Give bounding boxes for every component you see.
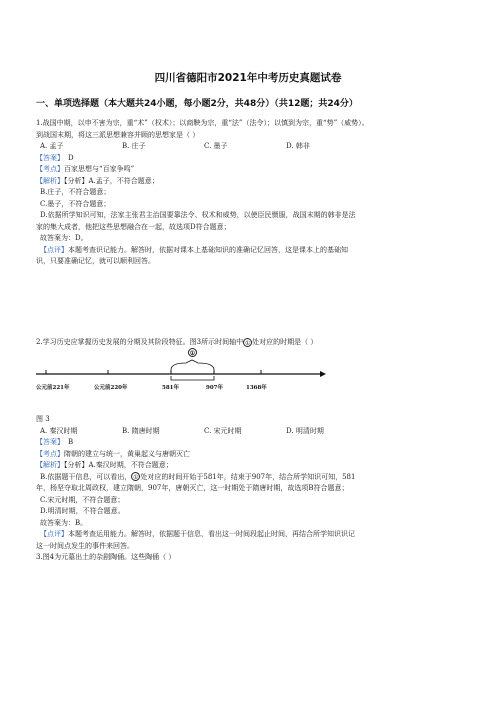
q2-comment-tag: 【点评】: [40, 530, 68, 538]
q1-option-a: A. 孟子: [40, 142, 64, 150]
q1-point-text: 百家思想与“百家争鸣”: [64, 165, 135, 173]
q3-stem: 3.图4为元墓出土的杂剧陶俑。这些陶俑（ ）: [36, 553, 176, 561]
q1-option-d: D. 韩非: [286, 142, 310, 150]
q2-stem-marker: ①: [244, 339, 251, 347]
q2-comment-text1: 本题考查运用能力。解答时，依据题干信息，看出这一时间段起止时间，再结合所学知识识记: [68, 530, 355, 538]
timeline-label-2: 公元前220年: [94, 385, 128, 391]
q1-answer-value: D: [68, 153, 74, 162]
q2-stem: [36, 337, 466, 349]
q2-comment: [36, 529, 466, 541]
q1-point: [36, 164, 466, 176]
timeline-label-5: 1368年: [246, 385, 267, 391]
q2-point-text: 隋朝的建立与统一，黄巢起义与唐朝灭亡: [64, 449, 190, 458]
q2-analysis-b2: 年，杨坚夺取北周政权，建立隋朝，907年，唐朝灭亡，这一时期处于隋唐时期，故选项B符合题意；: [36, 484, 349, 492]
q1-analysis-tag: 【解析】: [36, 176, 64, 185]
q1-comment-line2: 识，只要准确记忆，就可以顺利回答。: [36, 257, 155, 265]
q1-option-b: B. 庄子: [122, 142, 146, 150]
q2-b1-marker: ①: [133, 474, 139, 481]
timeline-arrow-icon: [320, 371, 326, 377]
range-bracket-bottom: [171, 376, 214, 380]
timeline-figure: [36, 350, 326, 410]
q1-options: [36, 141, 466, 153]
timeline-svg: [36, 350, 326, 410]
question-1: [36, 118, 466, 268]
q2-analysis-d: D.明清时期，不符合题意。: [40, 507, 125, 515]
q2-options: [36, 426, 466, 438]
q1-analysis-d1: D.依据所学知识可知，法家主张君主治国要靠法令、权术和威势，以使臣民慑服，战国末期的韩非是法: [40, 211, 356, 219]
q2-answer-tag: 【答案】: [36, 438, 64, 446]
q1-analysis-c: C.墨子，不符合题意；: [40, 199, 111, 208]
q2-b1-after: 处对应的时间开始于581年，结束于907年，结合所学知识可知，581: [140, 472, 356, 481]
q1-option-c: C. 墨子: [204, 142, 228, 150]
q2-comment-line2: 这一时间点发生的事件来回答。: [36, 541, 134, 550]
q2-analysis-tag: 【解析】: [36, 461, 64, 469]
q2-option-c: C. 宋元时期: [204, 426, 242, 435]
q2-answer-value: B: [68, 438, 74, 446]
q2-analysis-b1: [36, 472, 466, 484]
q1-conclusion: 故答案为：D。: [40, 234, 88, 242]
q1-analysis-b: B.庄子，不符合题意；: [40, 188, 111, 196]
q2-point-tag: 【考点】: [36, 449, 64, 458]
section-heading: 一、单项选择题（本大题共24小题，每小题2分，共48分）（共12题；共24分）: [36, 99, 358, 109]
q2-figure-label: 图 3: [36, 415, 50, 423]
q1-analysis-text: 【分析】A.孟子，不符合题意；: [64, 176, 159, 185]
question-2: [36, 414, 466, 564]
q1-analysis-d2: 家的集大成者，他把这些思想融合在一起，故选项D符合题意；: [36, 222, 231, 231]
q2-answer: [36, 437, 466, 449]
range-brace-top: [171, 360, 214, 370]
q2-stem-after: 处对应的时期是（ ）: [252, 338, 318, 346]
q2-option-d: D. 明清时期: [286, 426, 324, 435]
timeline-marker: ①: [189, 350, 196, 357]
q1-answer-tag: 【答案】: [36, 153, 64, 162]
q2-point: [36, 449, 466, 461]
q2-option-a: A. 秦汉时期: [40, 426, 78, 435]
q2-b1-before: B.依据题干信息，可以看出，: [40, 472, 132, 481]
q1-comment-text1: 本题考查识记能力。解答时，依据对课本上基础知识的准确记忆回答，这是课本上的基础知: [68, 245, 348, 254]
q1-stem-line1: 1.战国中期，以申不害为宗，重“术”（权术）；以商鞅为宗，重“法”（法令）；以慎到为宗，重“势”（威势）。: [36, 119, 369, 127]
q1-comment-tag: 【点评】: [40, 245, 68, 254]
timeline-label-3: 581年: [162, 385, 179, 391]
exam-title: 四川省德阳市2021年中考历史真题试卷: [154, 72, 342, 84]
timeline-label-1: 公元前221年: [36, 385, 70, 391]
q1-point-tag: 【考点】: [36, 165, 64, 173]
q2-stem-before: 2.学习历史应掌握历史发展的分期及其阶段特征。图3所示时间轴中: [36, 338, 244, 346]
q1-analysis: [36, 176, 466, 188]
q2-analysis: [36, 460, 466, 472]
q1-answer: [36, 153, 466, 165]
q1-comment: [36, 245, 466, 257]
timeline-label-4: 907年: [206, 385, 223, 391]
q1-stem-line2: 到战国末期，将这三派思想兼容并顾的思想家是（ ）: [36, 130, 200, 139]
q2-analysis-text: 【分析】A.秦汉时期，不符合题意；: [64, 461, 173, 469]
q2-option-b: B. 隋唐时期: [122, 426, 160, 435]
q2-conclusion: 故答案为：B。: [40, 518, 88, 527]
q2-analysis-c: C.宋元时期，不符合题意；: [40, 495, 125, 504]
